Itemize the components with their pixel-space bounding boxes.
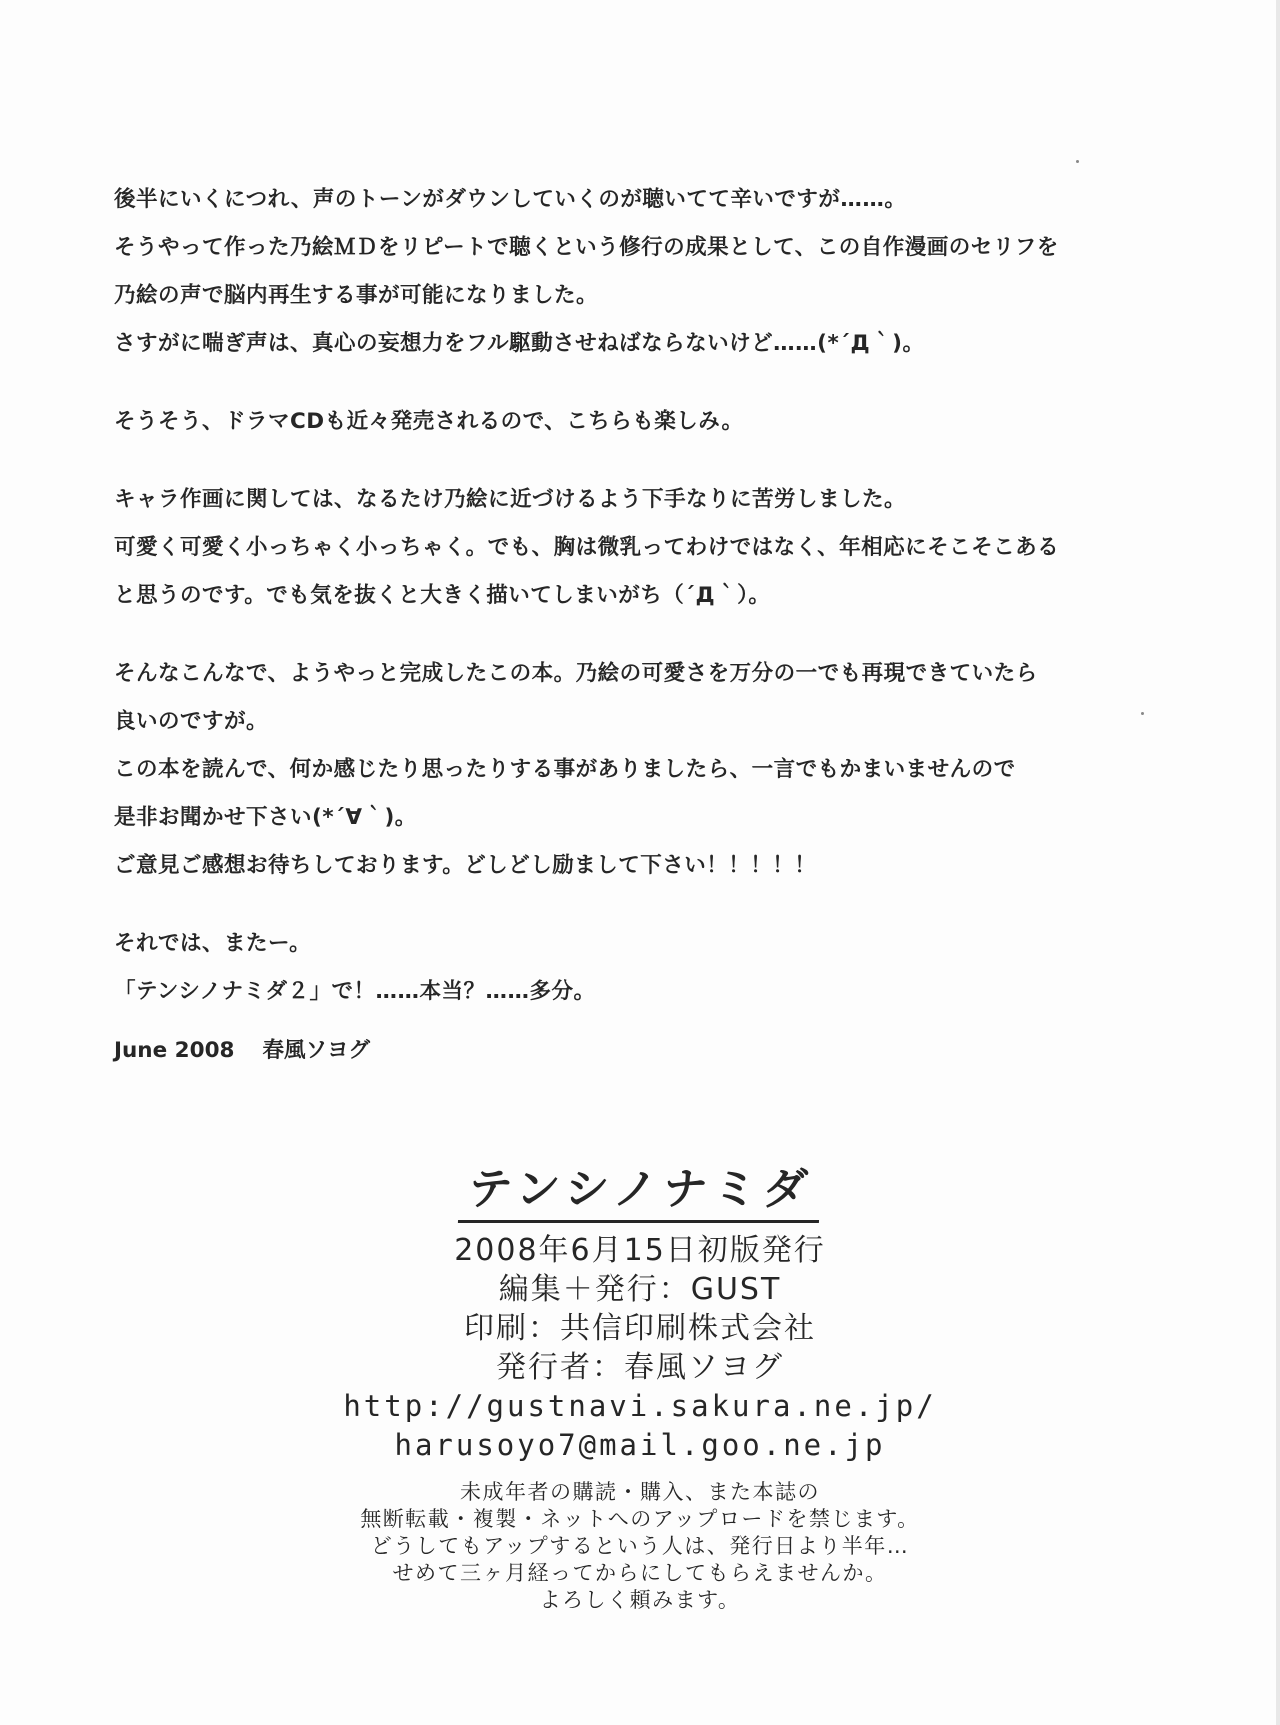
text-line: この本を読んで、何か感じたり思ったりする事がありましたら、一言でもかまいませんので — [114, 757, 1016, 782]
text-line: ご意見ご感想お待ちしております。どしどし励まして下さい！！！！！ — [114, 853, 817, 878]
text-line: 良いのですが。 — [114, 709, 269, 734]
signature-author: 春風ソヨグ — [262, 1038, 371, 1063]
colophon-title: テンシノナミダ — [457, 1162, 822, 1223]
text-line: 是非お聞かせ下さい(*´∀｀)。 — [114, 805, 417, 830]
afterword-paragraph — [114, 650, 1194, 890]
scan-speck — [1076, 160, 1079, 163]
signature — [114, 1036, 370, 1066]
text-line: 「テンシノナミダ２」で！……本当？……多分。 — [114, 979, 596, 1004]
website-url: http://gustnavi.sakura.ne.jp/ — [343, 1389, 937, 1423]
notice-line: どうしてもアップするという人は、発行日より半年… — [370, 1534, 910, 1558]
text-line: と思うのです。でも気を抜くと大きく描いてしまいがち（´Д｀）。 — [114, 583, 771, 608]
afterword-paragraph — [114, 476, 1194, 620]
scan-speck — [1141, 712, 1144, 715]
text-line: そうそう、ドラマCDも近々発売されるので、こちらも楽しみ。 — [114, 409, 744, 434]
signature-date: June 2008 — [114, 1038, 235, 1063]
text-line: そうやって作った乃絵ＭＤをリピートで聴くという修行の成果として、この自作漫画のセリフを — [114, 235, 1059, 260]
notice-line: せめて三ヶ月経ってからにしてもらえませんか。 — [392, 1561, 888, 1585]
notice-line: 無断転載・複製・ネットへのアップロードを禁じます。 — [360, 1507, 920, 1531]
afterword-paragraph — [114, 920, 1194, 1016]
notice-line: 未成年者の購読・購入、また本誌の — [460, 1480, 820, 1504]
text-line: 可愛く可愛く小っちゃく小っちゃく。でも、胸は微乳ってわけではなく、年相応にそこそこある — [114, 535, 1060, 560]
colophon-info — [0, 1231, 1280, 1465]
text-line: さすがに喘ぎ声は、真心の妄想力をフル駆動させねばならないけど……(*´Д｀)。 — [114, 331, 925, 356]
text-line: 後半にいくにつれ、声のトーンがダウンしていくのが聴いてて辛いですが……。 — [114, 187, 907, 212]
issuer: 発行者：春風ソヨグ — [496, 1350, 784, 1385]
email-address: harusoyo7@mail.goo.ne.jp — [394, 1428, 886, 1462]
copyright-notice — [0, 1479, 1280, 1614]
afterword-paragraph — [114, 176, 1194, 368]
afterword-body — [114, 176, 1194, 1016]
text-line: キャラ作画に関しては、なるたけ乃絵に近づけるよう下手なりに苦労しました。 — [114, 487, 907, 512]
text-line: そんなこんなで、ようやっと完成したこの本。乃絵の可愛さを万分の一でも再現できていたら — [114, 661, 1038, 686]
notice-line: よろしく頼みます。 — [539, 1588, 741, 1612]
printer: 印刷：共信印刷株式会社 — [464, 1311, 816, 1346]
colophon — [0, 1162, 1280, 1614]
afterword-paragraph — [114, 398, 1194, 446]
text-line: 乃絵の声で脳内再生する事が可能になりました。 — [114, 283, 599, 308]
editor-publisher: 編集＋発行：GUST — [498, 1272, 782, 1307]
publication-date: 2008年6月15日初版発行 — [454, 1233, 826, 1268]
text-line: それでは、またー。 — [114, 931, 312, 956]
